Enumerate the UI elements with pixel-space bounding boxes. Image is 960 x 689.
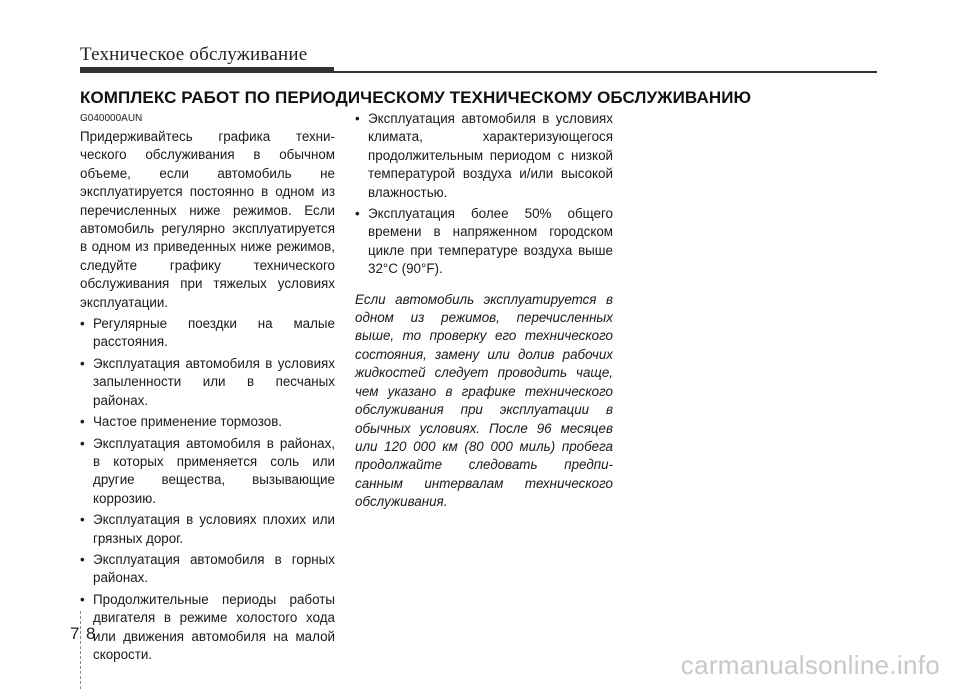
bullet-text: Эксплуатация в условиях плохих или грязных дорог. xyxy=(93,512,335,546)
page-separator xyxy=(80,611,81,689)
bullet-item xyxy=(355,110,613,202)
bullet-item xyxy=(80,591,335,665)
bullet-text: Эксплуатация более 50% общего времени в напряженном городском цикле при температуре воздуха выше 32°C (90°F). xyxy=(368,206,613,277)
bullet-icon: • xyxy=(80,414,85,430)
note-paragraph: Если автомобиль эксплуатируется в одном из режимов, перечисленных выше, то проверку его технического состояния, замену или долив рабочих жидкостей следует проводить чаще, чем указано в графике технического обслуживания при эксплуатации в обычных условиях. После 96 месяцев или 120 000 км (80 000 миль) пробега продолжайте следовать предпи- санным интервалам технического обслуживания. xyxy=(355,291,613,510)
bullet-icon: • xyxy=(80,591,85,607)
bullet-text: Продолжительные периоды работы двигателя в режиме холостого хода или движения автомобиля на малой скорости. xyxy=(93,591,335,662)
bullet-text: Регулярные поездки на малые расстояния. xyxy=(93,316,335,350)
intro-paragraph: Придерживайтесь графика техни- ческого обслуживания в обычном объеме, если автомобиль не эксплуатируется постоянно в одном из перечисленных ниже режимов. Если автомобиль регулярно эксплуатируется в одном из приведенных ниже режимов, следуйте графику технического обслуживания при тяжелых условиях эксплуатации. xyxy=(80,129,335,310)
bullet-item xyxy=(80,551,335,588)
bullet-text: Эксплуатация автомобиля в условиях запыленности или в песчаных районах. xyxy=(93,355,335,408)
bullet-icon: • xyxy=(80,512,85,528)
left-bullet-list xyxy=(80,315,335,664)
left-column xyxy=(80,110,335,664)
bullet-icon: • xyxy=(80,355,85,371)
bullet-icon: • xyxy=(355,206,360,222)
right-column xyxy=(355,110,613,525)
page-header-title: Техническое обслуживание xyxy=(80,44,308,65)
header-rule-thick xyxy=(80,67,334,73)
bullet-item xyxy=(355,205,613,279)
bullet-icon: • xyxy=(355,111,360,126)
bullet-item xyxy=(80,511,335,548)
bullet-text: Эксплуатация автомобиля в горных районах. xyxy=(93,551,335,586)
bullet-item xyxy=(80,435,335,509)
bullet-icon: • xyxy=(80,435,85,451)
bullet-text: Эксплуатация автомобиля в районах, в которых применяется соль или другие вещества, вызывающие коррозию. xyxy=(93,435,335,506)
bullet-item xyxy=(80,355,335,410)
bullet-icon: • xyxy=(80,316,85,332)
section-title: КОМПЛЕКС РАБОТ ПО ПЕРИОДИЧЕСКОМУ ТЕХНИЧЕСКОМУ ОБСЛУЖИВАНИЮ xyxy=(80,88,752,107)
page-number: 8 xyxy=(86,624,96,643)
right-bullet-list xyxy=(355,110,613,279)
bullet-icon: • xyxy=(80,551,85,567)
section-code: G040000AUN xyxy=(80,113,143,124)
bullet-item xyxy=(80,315,335,352)
chapter-number: 7 xyxy=(70,624,80,643)
bullet-text: Частое применение тормозов. xyxy=(93,414,283,430)
bullet-item xyxy=(80,413,335,431)
watermark: carmanualsonline.info xyxy=(680,650,940,680)
bullet-text: Эксплуатация автомобиля в условиях климата, характеризующегося продолжительным периодом с низкой температурой воздуха и/или высокой влажностью. xyxy=(368,111,613,200)
header-rule-thin xyxy=(334,71,877,73)
